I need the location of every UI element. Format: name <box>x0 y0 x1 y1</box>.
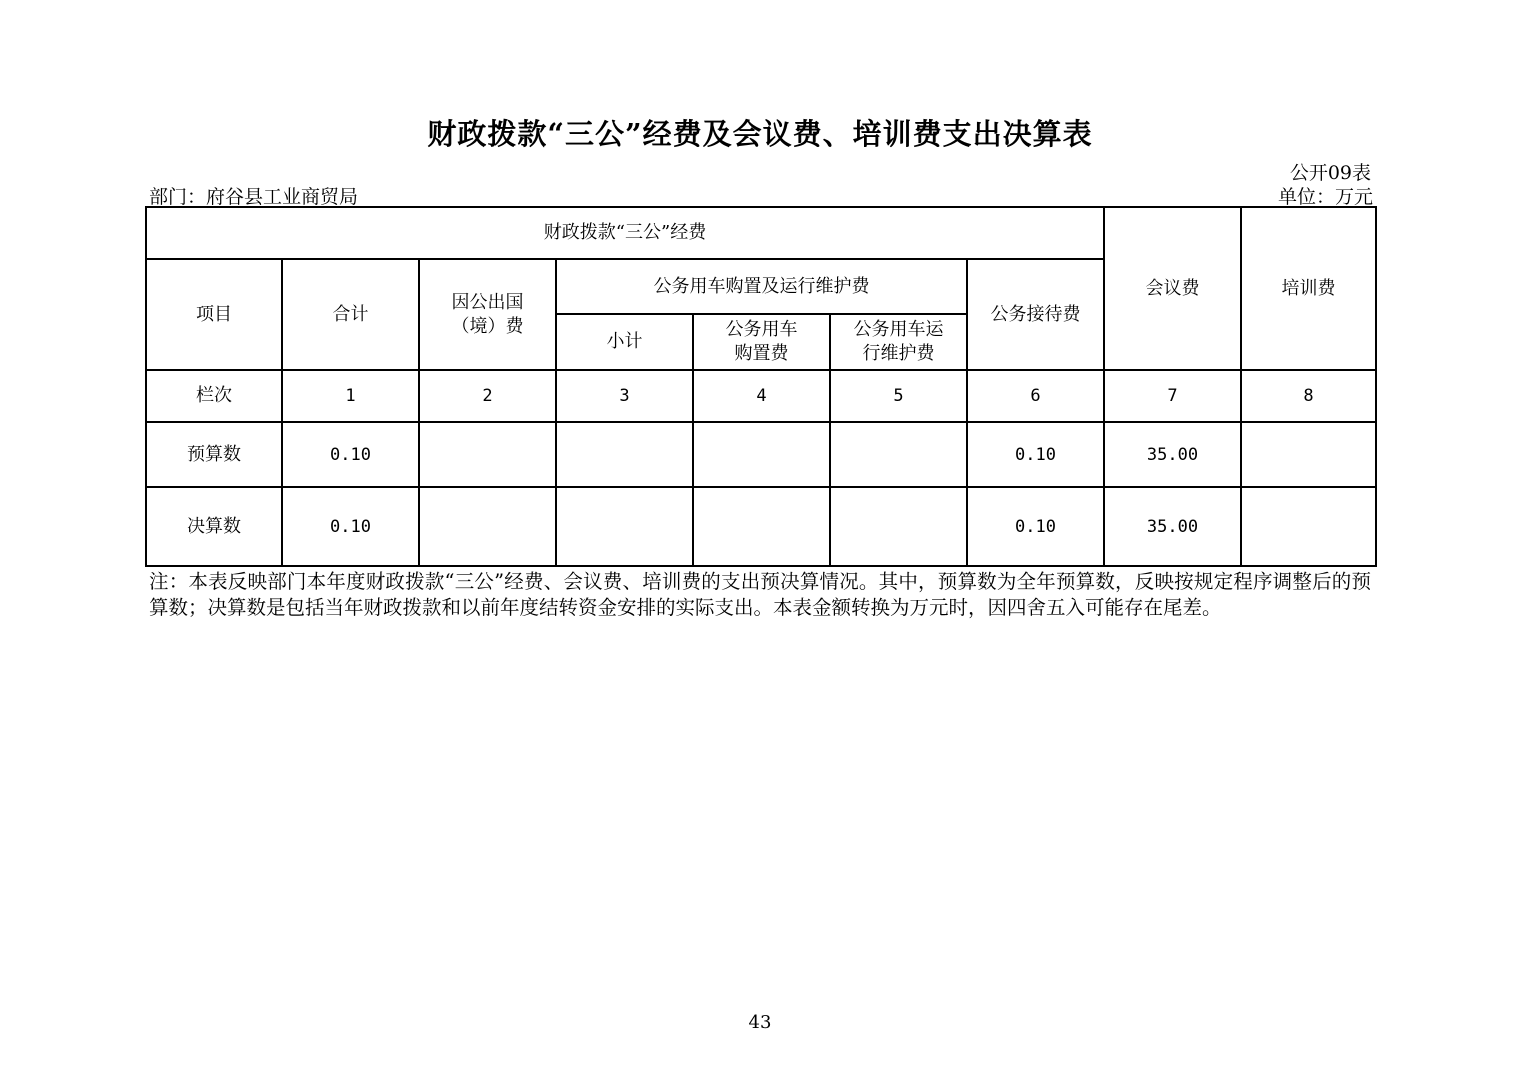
table-cell: 2 <box>419 370 556 422</box>
table-cell <box>1241 422 1376 487</box>
table-cell <box>693 422 830 487</box>
page-number: 43 <box>748 1012 772 1033</box>
table-cell: 7 <box>1104 370 1241 422</box>
footnote: 注：本表反映部门本年度财政拨款“三公”经费、会议费、培训费的支出预决算情况。其中，预算数为全年预算数，反映按规定程序调整后的预算数；决算数是包括当年财政拨款和以前年度结转资金安排的实际支出。本表金额转换为万元时，因四舍五入可能存在尾差。 <box>149 570 1371 619</box>
table-cell: 0.10 <box>282 487 419 566</box>
header-meeting: 会议费 <box>1104 207 1241 370</box>
header-vehicle-purchase: 公务用车购置费 <box>693 314 830 370</box>
table-row <box>146 487 1376 566</box>
table-cell: 5 <box>830 370 967 422</box>
group-header-three-public: 财政拨款“三公”经费 <box>146 207 1104 259</box>
header-abroad: 因公出国（境）费 <box>419 259 556 370</box>
expense-table <box>145 206 1377 567</box>
header-vehicle-maintenance: 公务用车运行维护费 <box>830 314 967 370</box>
row-label-budget: 预算数 <box>146 422 282 487</box>
table-cell <box>419 422 556 487</box>
page-title: 财政拨款“三公”经费及会议费、培训费支出决算表 <box>427 117 1093 151</box>
table-cell: 1 <box>282 370 419 422</box>
table-cell: 6 <box>967 370 1104 422</box>
header-item: 项目 <box>146 259 282 370</box>
header-subtotal: 小计 <box>556 314 693 370</box>
table-cell: 4 <box>693 370 830 422</box>
table-cell <box>556 422 693 487</box>
table-cell <box>419 487 556 566</box>
table-cell: 0.10 <box>967 487 1104 566</box>
table-row <box>146 422 1376 487</box>
header-vehicle-group: 公务用车购置及运行维护费 <box>556 259 967 314</box>
header-training: 培训费 <box>1241 207 1376 370</box>
header-total: 合计 <box>282 259 419 370</box>
table-cell: 栏次 <box>146 370 282 422</box>
table-cell: 35.00 <box>1104 422 1241 487</box>
header-reception: 公务接待费 <box>967 259 1104 370</box>
table-cell <box>693 487 830 566</box>
table-cell <box>1241 487 1376 566</box>
table-cell <box>830 487 967 566</box>
column-index-row <box>146 370 1376 422</box>
department-label: 部门：府谷县工业商贸局 <box>149 186 359 208</box>
table-cell <box>830 422 967 487</box>
table-cell: 0.10 <box>282 422 419 487</box>
table-cell: 35.00 <box>1104 487 1241 566</box>
table-cell: 8 <box>1241 370 1376 422</box>
row-label-actual: 决算数 <box>146 487 282 566</box>
table-cell: 3 <box>556 370 693 422</box>
form-code: 公开09表 <box>1289 162 1371 184</box>
unit-label: 单位：万元 <box>1277 186 1373 208</box>
table-cell <box>556 487 693 566</box>
table-cell: 0.10 <box>967 422 1104 487</box>
